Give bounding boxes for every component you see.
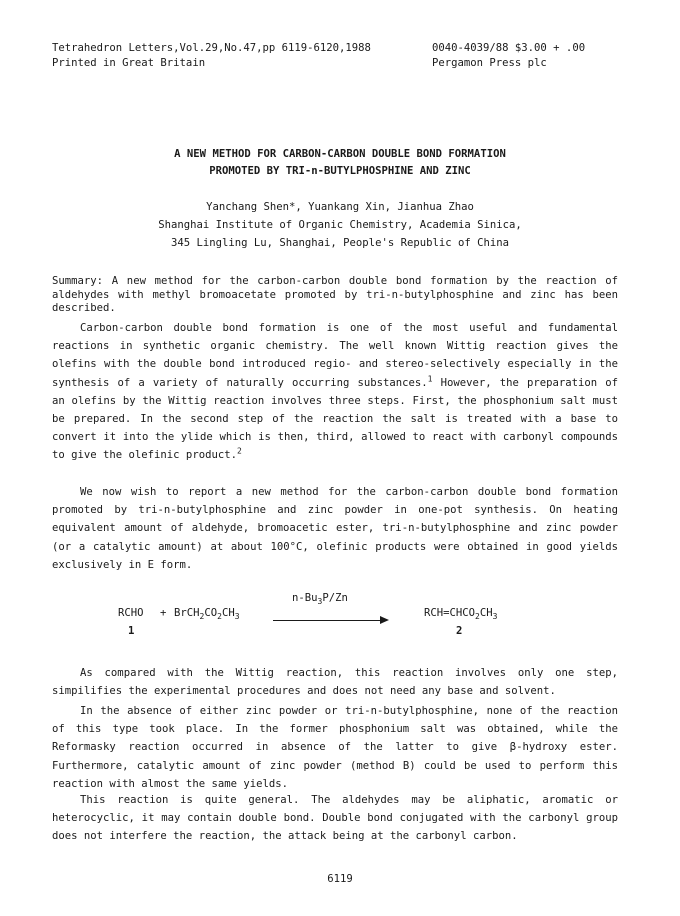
printed-in-line: Printed in Great Britain — [52, 57, 206, 70]
p1-text-b: However, the preparation of an olefins by the Wittig reaction involves three steps. First, the phosphonium salt must be prepared. In the second step of the reaction the salt is treated with a base to convert it into the ylide which is then, third, allowed to react with carbonyl compounds to give the olefinic product. — [52, 376, 618, 462]
article-title — [0, 146, 680, 180]
reagent-label: $n-Bu_3P/Zn$ — [292, 592, 348, 607]
plus-sign: + — [160, 607, 167, 619]
body-paragraph-4: In the absence of either zinc powder or tri-n-butylphosphine, none of the reaction of this type took place. In the former phosphonium salt was obtained, while the Reformasky reaction occurred in absence of the latter to give β-hydroxy ester. Furthermore, catalytic amount of zinc powder (method B) could be used to perform this reaction with almost the same yields. — [52, 705, 618, 790]
journal-citation — [52, 41, 371, 72]
reference-1: 1 — [427, 374, 433, 384]
citation-line: Tetrahedron Letters,Vol.29,No.47,pp 6119-6120,1988 — [52, 42, 371, 54]
title-line-2: PROMOTED BY TRI-n-BUTYLPHOSPHINE AND ZINC — [209, 165, 471, 177]
body-paragraph-2: We now wish to report a new method for the carbon-carbon double bond formation promoted by tri-n-butylphosphine and zinc powder in one-pot synthesis. On heating equivalent amount of aldehyde, bromoacetic ester, tri-n-butylphosphine and zinc powder (or a catalytic amount) at about 100°C, olefinic products were obtained in good yields exclusively in E form. — [52, 486, 618, 571]
reaction-arrow-shaft — [273, 620, 383, 621]
reactant-aldehyde: RCHO — [118, 607, 144, 619]
author-block — [0, 198, 680, 252]
reactant-bromoacetate: $BrCH_2CO_2CH_3$ — [174, 607, 240, 622]
body-paragraph-1 — [52, 319, 618, 465]
price-code: 0040-4039/88 $3.00 + .00 — [432, 42, 586, 54]
author-address: 345 Lingling Lu, Shanghai, People's Republic of China — [170, 237, 510, 249]
title-line-1: A NEW METHOD FOR CARBON-CARBON DOUBLE BOND FORMATION — [174, 148, 506, 160]
compound-label-1: 1 — [128, 625, 135, 637]
reaction-scheme — [0, 588, 680, 648]
body-paragraph-5: This reaction is quite general. The aldehydes may be aliphatic, aromatic or heterocyclic, it may contain double bond. Double bond conjugated with the carbonyl group does not interfere the reaction, the attack being at the carbonyl carbon. — [52, 794, 618, 843]
author-names: Yanchang Shen*, Yuankang Xin, Jianhua Zhao — [206, 201, 474, 213]
author-affiliation: Shanghai Institute of Organic Chemistry, Academia Sinica, — [158, 219, 522, 231]
compound-label-2: 2 — [456, 625, 463, 637]
reference-2: 2 — [236, 446, 242, 456]
reaction-arrow-head — [380, 616, 389, 624]
product-ester: $RCH=CHCO_2CH_3$ — [424, 607, 498, 622]
body-paragraph-3: As compared with the Wittig reaction, this reaction involves only one step, simpilifies the experimental procedures and does not need any base and solvent. — [52, 667, 618, 698]
p1-text-a: Carbon-carbon double bond formation is one of the most useful and fundamental reactions in synthetic organic chemistry. The well known Wittig reaction gives the olefins with the double bond introduced regio- and stereo-selectively especially in the synthesis of a variety of naturally occurring substances. — [52, 322, 618, 389]
publisher-name: Pergamon Press plc — [432, 57, 547, 70]
summary-paragraph: Summary: A new method for the carbon-carbon double bond formation by the reaction of aldehydes with methyl bromoacetate promoted by tri-n-butylphosphine and zinc has been described. — [52, 275, 618, 315]
publisher-info — [432, 41, 585, 72]
page-number: 6119 — [327, 873, 353, 885]
